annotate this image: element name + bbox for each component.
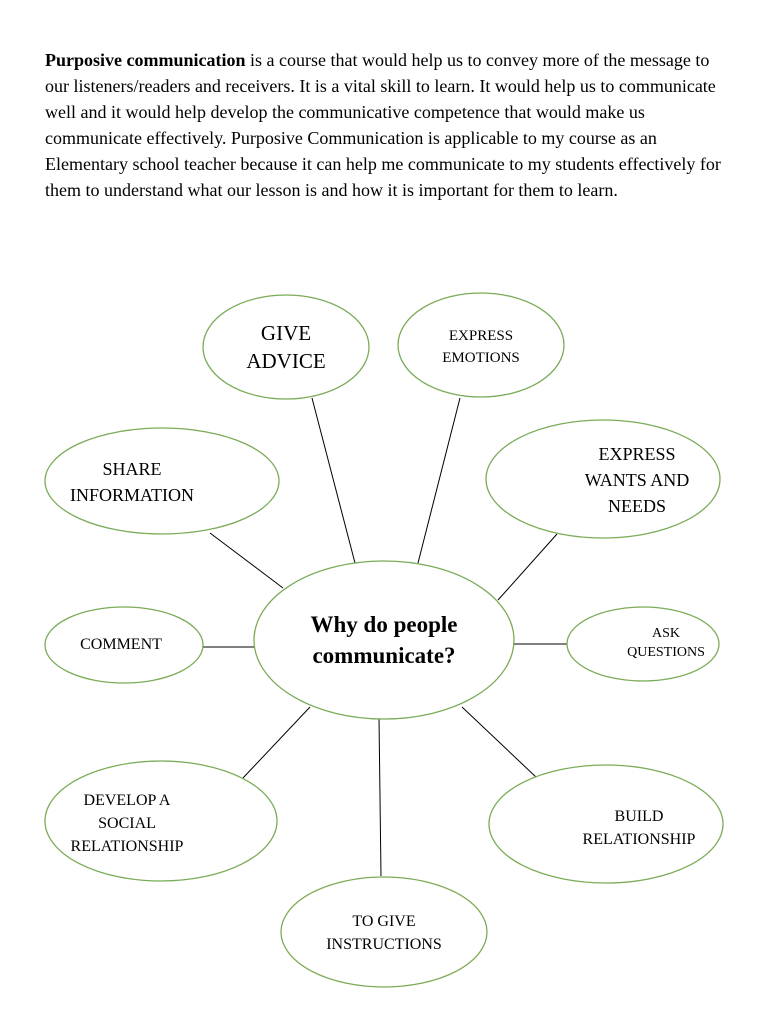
express-wants-line-3: NEEDS [608,496,666,516]
paragraph-bold-lead: Purposive communication [45,50,246,70]
express-emotions-line-2: EMOTIONS [442,350,520,366]
share-information-label [52,456,212,508]
give-instructions-line-1: TO GIVE [352,913,416,930]
express-wants-line-2: WANTS AND [584,470,690,490]
connector-build-relationship [462,707,537,778]
develop-social-label [47,789,207,858]
give-advice-line-1: GIVE [260,321,312,345]
connector-share-information [210,533,283,588]
build-relationship-line-1: BUILD [614,808,664,825]
connector-give-advice [312,398,355,563]
give-advice-line-2: ADVICE [246,349,326,373]
center-line-2: communicate? [312,643,456,668]
connector-give-instructions [379,718,381,876]
express-wants-line-1: EXPRESS [598,444,676,464]
share-information-line-1: SHARE [102,459,162,479]
express-wants-label [557,441,717,519]
connector-develop-social [243,707,310,778]
build-relationship-line-2: RELATIONSHIP [582,831,696,848]
paragraph-body: is a course that would help us to convey more of the message to our listeners/readers and receivers. It is a vital skill to learn. It would help us to communicate well and it would help develop the communicative competence that would make us communicate effectively. Purposive Communication is applicable to my course as an Elementary school teacher because it can help me communicate to my students effectively for them to understand what our lesson is and how it is important for them to learn. [45,50,721,200]
develop-social-line-3: RELATIONSHIP [70,838,184,855]
ask-questions-line-2: QUESTIONS [627,645,705,660]
share-information-line-2: INFORMATION [69,485,194,505]
connector-express-wants [498,534,557,600]
develop-social-line-1: DEVELOP A [83,792,171,809]
center-question [284,609,484,671]
comment-line-1: COMMENT [80,636,162,653]
give-instructions-label [304,910,464,956]
express-emotions-line-1: EXPRESS [448,328,514,344]
give-instructions-line-2: INSTRUCTIONS [326,936,442,953]
ask-questions-label [596,624,736,662]
comment-label [46,634,196,656]
ask-questions-line-1: ASK [651,626,680,641]
express-emotions-label [401,325,561,369]
build-relationship-label [559,805,719,851]
develop-social-line-2: SOCIAL [98,815,156,832]
connector-express-emotions [418,398,460,563]
center-line-1: Why do people [310,612,458,637]
give-advice-label [206,319,366,375]
